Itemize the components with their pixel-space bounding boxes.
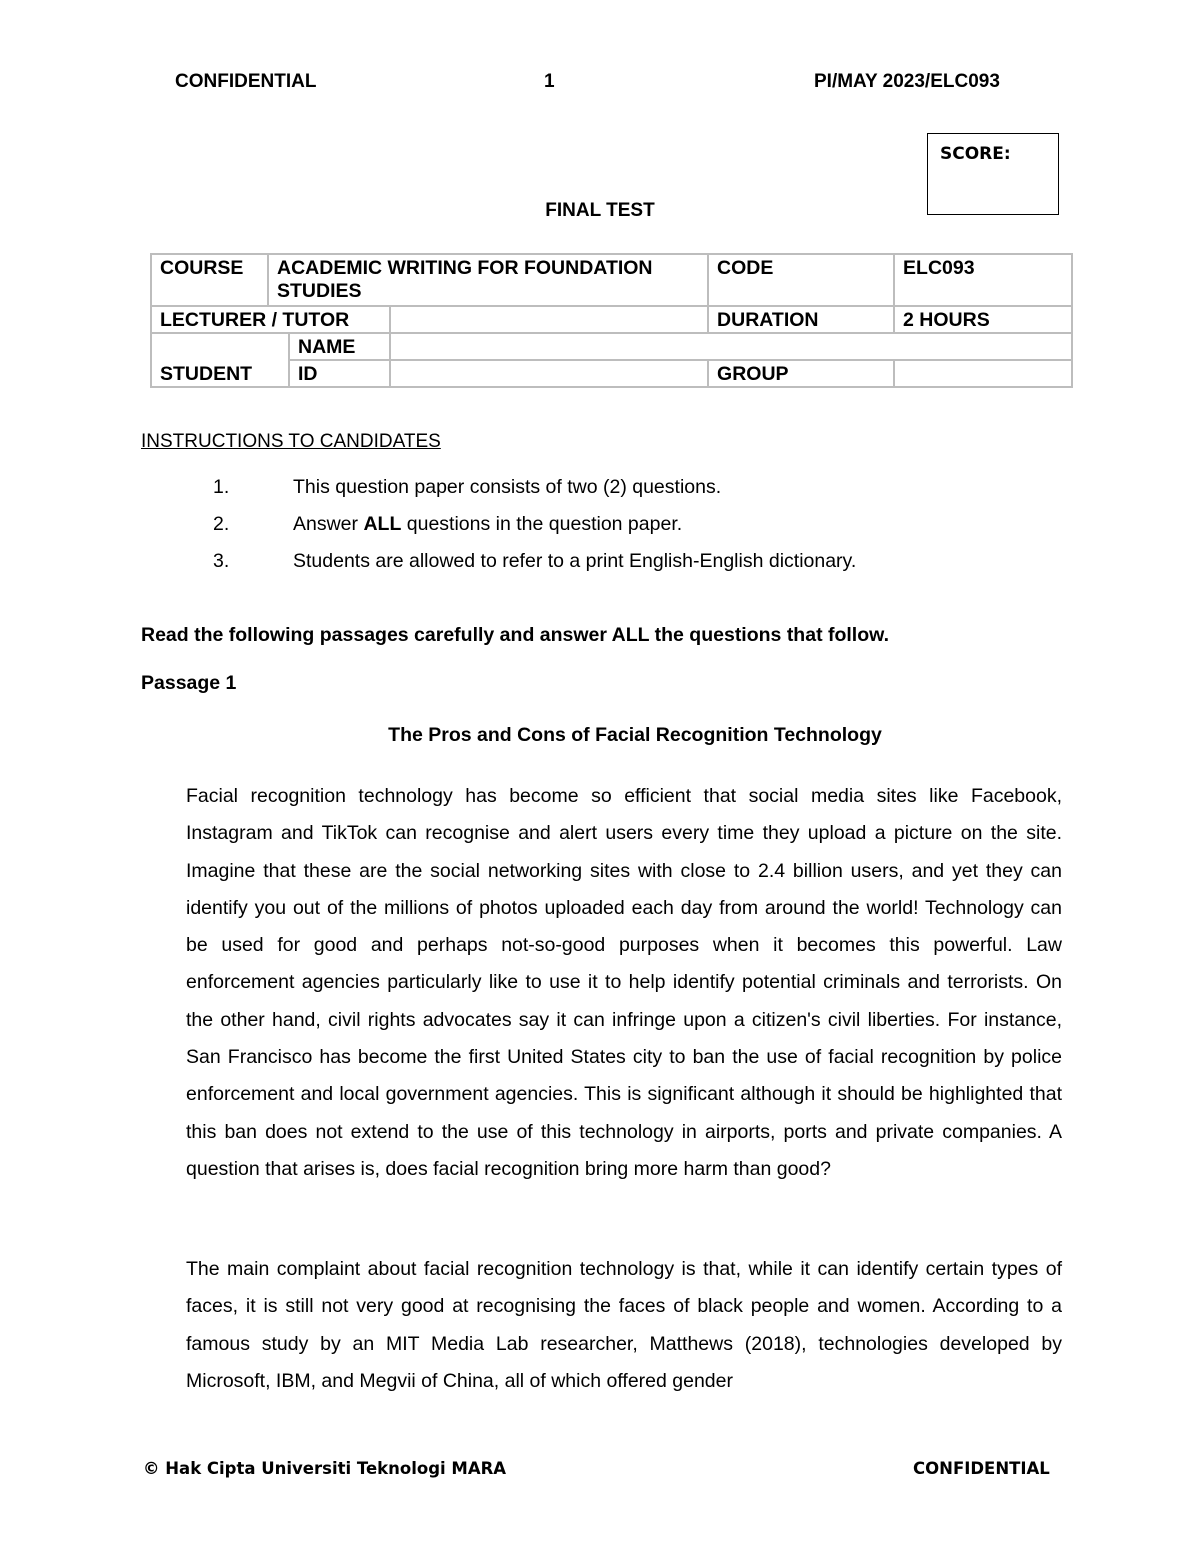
- code-value: ELC093: [894, 254, 1072, 306]
- lecturer-field[interactable]: [390, 306, 708, 333]
- course-label: COURSE: [151, 254, 268, 306]
- footer-copyright: © Hak Cipta Universiti Teknologi MARA: [143, 1459, 507, 1478]
- course-value: ACADEMIC WRITING FOR FOUNDATION STUDIES: [268, 254, 708, 306]
- passage-label: Passage 1: [141, 672, 237, 694]
- lecturer-label: LECTURER / TUTOR: [151, 306, 390, 333]
- name-label: NAME: [289, 333, 390, 360]
- footer-confidential: CONFIDENTIAL: [913, 1459, 1050, 1478]
- header-confidential: CONFIDENTIAL: [175, 71, 317, 92]
- instruction-item: [293, 550, 856, 573]
- instruction-item: [293, 513, 682, 536]
- id-field[interactable]: [390, 360, 708, 387]
- passage-paragraph: The main complaint about facial recognition technology is that, while it can identify certain types of faces, it is still not very good at recognising the faces of black people and women. According to a famous study by an MIT Media Lab researcher, Matthews (2018), technologies developed by Microsoft, IBM, and Megvii of China, all of which offered gender: [186, 1258, 1062, 1392]
- duration-label: DURATION: [708, 306, 894, 333]
- read-instruction: Read the following passages carefully and answer ALL the questions that follow.: [141, 624, 889, 646]
- duration-value: 2 HOURS: [894, 306, 1072, 333]
- instruction-text: questions in the question paper.: [401, 513, 683, 535]
- instruction-emphasis: ALL: [363, 513, 402, 535]
- instruction-number: 1.: [213, 476, 230, 498]
- score-label: SCORE:: [940, 144, 1011, 164]
- id-label: ID: [289, 360, 390, 387]
- code-label: CODE: [708, 254, 894, 306]
- instruction-text: Students are allowed to refer to a print English-English dictionary.: [293, 550, 857, 572]
- instructions-heading: INSTRUCTIONS TO CANDIDATES: [141, 431, 441, 452]
- instruction-text: This question paper consists of two (2) questions.: [293, 476, 722, 498]
- student-label: STUDENT: [151, 333, 289, 387]
- instruction-number: 2.: [213, 513, 230, 535]
- page-number: 1: [544, 71, 555, 92]
- instruction-text: Answer: [293, 513, 364, 535]
- name-field[interactable]: [390, 333, 1072, 360]
- instruction-number: 3.: [213, 550, 230, 572]
- passage-title: The Pros and Cons of Facial Recognition Technology: [388, 724, 882, 746]
- header-exam-code: PI/MAY 2023/ELC093: [814, 71, 1000, 92]
- passage-paragraph: Facial recognition technology has become so efficient that social media sites like Facebook, Instagram and TikTok can recognise and alert users every time they upload a picture on the site. Imagine that these are the social networking sites with close to 2.4 billion users, and yet they can identify you out of the millions of photos uploaded each day from around the world! Technology can be used for good and perhaps not-so-good purposes when it becomes this powerful. Law enforcement agencies particularly like to use it to help identify potential criminals and terrorists. On the other hand, civil rights advocates say it can infringe upon a citizen's civil liberties. For instance, San Francisco has become the first United States city to ban the use of facial recognition by police enforcement and local government agencies. This is significant although it should be highlighted that this ban does not extend to the use of this technology in airports, ports and private companies. A question that arises is, does facial recognition bring more harm than good?: [186, 785, 1062, 1180]
- instruction-item: [293, 476, 721, 499]
- test-title: FINAL TEST: [545, 200, 655, 221]
- group-label: GROUP: [708, 360, 894, 387]
- course-info-table: [150, 253, 1073, 388]
- group-field[interactable]: [894, 360, 1072, 387]
